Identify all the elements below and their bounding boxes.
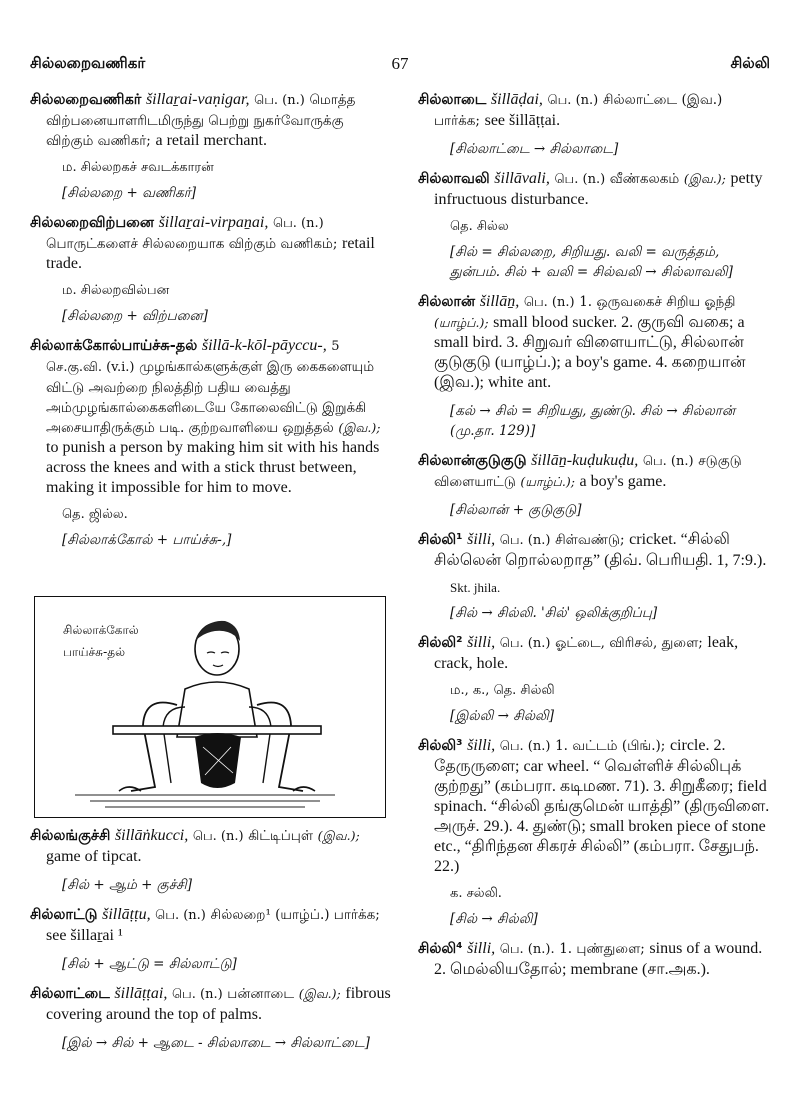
header-left-guideword: சில்லறைவணிகர் [30, 54, 146, 72]
grammar-label: பெ. (n.) [642, 454, 694, 469]
transliteration: šilli, [467, 737, 496, 754]
tamil-definition: வீண்கலகம் [609, 171, 680, 187]
headword: சில்லான் [418, 294, 476, 310]
etymology: [இல் → சில் + ஆடை - சில்லாடை → சில்லாட்டை] [62, 1035, 370, 1051]
headword: சில்லாட்டை [30, 986, 110, 1002]
transliteration: šillāḍai, [490, 91, 543, 108]
transliteration: šilli, [467, 634, 496, 651]
etymology: [சில்லாட்டை → சில்லாடை] [450, 141, 619, 157]
grammar-label: பெ. (n.) [499, 533, 551, 548]
etymology: [சில் → சில்லி. 'சில்' ஒலிக்குறிப்பு] [450, 605, 658, 621]
source-citation: (இவ.); [338, 420, 381, 435]
caption-line: பாய்ச்சு-தல் [63, 645, 126, 659]
english-definition: to punish a person by making him sit with his hands across the knees and with a stick thrust between, making it impossible for him to move. [46, 439, 380, 496]
english-definition: game of tipcat. [46, 848, 142, 865]
left-column-bottom [30, 826, 392, 1063]
tamil-definition: 1. வட்டம் (பிங்.); [555, 738, 666, 754]
headword: சில்லி³ [418, 738, 463, 754]
english-definition: small blood sucker. 2. குருவி வகை; a small bird. 3. சிறுவர் விளையாட்டு, சில்லான் குடுகுடு (யாழ்ப்.); a boy's game. 4. கறையான் (இவ.); white ant. [434, 314, 746, 391]
english-definition: cricket. “சில்லி சில்லென் றொல்லறாத” (திவ். பெரியதி. 1, 7:9.). [434, 531, 767, 569]
dictionary-entry [30, 336, 392, 498]
dictionary-entry [418, 633, 770, 674]
tamil-definition: ஓட்டை, விரிசல், துளை; [555, 635, 703, 651]
source-citation: (இவ.); [683, 171, 726, 186]
transliteration: šillā-k-kōl-pāyccu-, [201, 337, 327, 354]
grammar-label: பெ. (n.) [254, 93, 305, 108]
transliteration: šillāṉ-kuḍukuḍu, [531, 452, 639, 469]
transliteration: šilli, [467, 531, 496, 548]
tamil-definition: பொருட்களைச் சில்லறையாக விற்கும் வணிகம்; [46, 236, 338, 252]
dictionary-entry [418, 736, 770, 877]
etymology: [சில் + ஆம் + குச்சி] [62, 877, 193, 893]
grammar-label: பெ. (n.) [499, 636, 551, 651]
etymology: [கல் → சில் = சிறியது, துண்டு. சில் → சில்லான் (மு.தா. 129)] [450, 403, 736, 439]
grammar-label: பெ. (n.) [499, 739, 551, 754]
dictionary-entry [30, 826, 392, 867]
source-citation: (யாழ்ப்.); [520, 474, 575, 489]
english-definition: fibrous covering around the top of palms. [46, 985, 391, 1023]
transliteration: šillāṭṭu, [102, 906, 151, 923]
dictionary-entry [418, 292, 770, 393]
left-column-top [30, 90, 392, 560]
english-definition: see šillaṟai ¹ [46, 927, 123, 944]
english-definition: sinus of a wound. 2. மெல்லியதோல்; membrane (சா.அக.). [434, 940, 763, 978]
grammar-label: 5 செ.கு.வி. (v.i.) [46, 339, 340, 375]
dictionary-entry [30, 984, 392, 1025]
grammar-label: பெ. (n.) [272, 216, 324, 231]
transliteration: šillāṉ, [479, 293, 520, 310]
dictionary-entry [418, 90, 770, 131]
tamil-definition: கிட்டிப்புள் [248, 828, 314, 844]
english-definition: circle. 2. தேருருளை; car wheel. “ வெள்ளிச் சில்லிபுக் குற்றது” (கம்பரா. கடிமண. 71). 3. சிறுகீரை; field spinach. “சில்லி தங்குமென் யாத்தி” (திருவிளை. அருச். 29.). 4. துண்டு; small broken piece of stone etc., “திரிந்தன சிகரச் சில்லி” (கம்பரா. சேதுபந். 22.) [434, 737, 770, 875]
cognate-line: Skt. jhila. [450, 580, 501, 595]
transliteration: šillaṟai-vaṇigar, [145, 91, 250, 108]
english-definition: leak, crack, hole. [434, 634, 739, 672]
english-definition: a boy's game. [579, 473, 667, 490]
dictionary-entry [418, 169, 770, 210]
grammar-label: பெ. (n.). [499, 942, 555, 957]
cognate-line: ம. சில்லறவில்பன [62, 283, 170, 298]
transliteration: šillāṭṭai, [114, 985, 168, 1002]
etymology: [சில்லாக்கோல் + பாய்ச்சு-,] [62, 532, 232, 548]
illustration-caption [63, 619, 139, 663]
cognate-line: ம. சில்லறகச் சவடக்காரன் [62, 160, 214, 175]
dictionary-entry [30, 905, 392, 946]
dictionary-entry [30, 90, 392, 151]
running-header [30, 54, 770, 80]
transliteration: šillāṅkucci, [114, 827, 189, 844]
etymology: [சில்லான் + குடுகுடு] [450, 502, 582, 518]
etymology: [சில்லறை + விற்பனை] [62, 308, 208, 324]
headword: சில்லாக்கோல்பாய்ச்சு-தல் [30, 338, 198, 354]
page-number: 67 [391, 54, 409, 73]
headword: சில்லி¹ [418, 532, 463, 548]
etymology: [சில் = சில்லறை, சிறியது. வலி = வருத்தம், துன்பம். சில் + வலி = சில்வலி → சில்லாவலி] [450, 244, 733, 280]
etymology: [சில் + ஆட்டு = சில்லாட்டு] [62, 956, 237, 972]
tamil-definition: மொத்த விற்பனையாளரிடமிருந்து பெற்று நுகர்வோருக்கு விற்கும் வணிகர்; [46, 92, 356, 149]
headword: சில்லி² [418, 635, 463, 651]
headword: சில்லாடை [418, 92, 487, 108]
grammar-label: பெ. (n.) [547, 93, 599, 108]
caption-line: சில்லாக்கோல் [63, 623, 139, 637]
dictionary-entry [418, 939, 770, 980]
transliteration: šillaṟai-virpaṉai, [158, 214, 269, 231]
english-definition: a retail merchant. [155, 132, 267, 149]
grammar-label: பெ. (n.) [171, 987, 223, 1002]
english-definition: retail trade. [46, 235, 375, 272]
illustration-frame [34, 596, 386, 818]
tamil-definition: முழங்கால்களுக்குள் இரு கைகளையும் விட்டு அவற்றை நிலத்திற் பதிய வைத்து அம்முழங்கால்கைகளிடையே கோலைவிட்டு இறுக்கி அசையாதிருக்கும் படி. குற்றவாளியை ஒறுத்தல் [46, 359, 375, 436]
cognate-line: க. சல்லி. [450, 886, 502, 901]
tamil-definition: சில்லாட்டை (இவ.) பார்க்க; [434, 92, 723, 129]
right-column [418, 90, 770, 988]
english-definition: see šillāṭṭai. [484, 112, 561, 129]
headword: சில்லறைவிற்பனை [30, 215, 154, 231]
etymology: [சில்லறை + வணிகர்] [62, 185, 197, 201]
headword: சில்லாட்டு [30, 907, 98, 923]
source-citation: (இவ.); [317, 828, 360, 843]
transliteration: šilli, [467, 940, 496, 957]
headword: சில்லான்குடுகுடு [418, 453, 527, 469]
etymology: [இல்லி → சில்லி] [450, 708, 555, 724]
source-citation: (யாழ்ப்.); [434, 315, 489, 330]
dictionary-entry [30, 213, 392, 274]
tamil-definition: சடுகுடு விளையாட்டு [434, 453, 742, 490]
tamil-definition: சிள்வண்டு; [555, 532, 625, 548]
grammar-label: பெ. (n.) [523, 295, 575, 310]
headword: சில்லங்குச்சி [30, 828, 111, 844]
headword: சில்லாவலி [418, 171, 490, 187]
tamil-definition: சில்லறை¹ (யாழ்ப்.) பார்க்க; [210, 907, 380, 923]
tamil-definition: 1. ஒருவகைச் சிறிய ஓந்தி [579, 294, 736, 310]
cognate-line: தெ. சில்ல [450, 219, 509, 234]
tamil-definition: 1. புண்துளை; [559, 941, 645, 957]
transliteration: šillāvali, [494, 170, 550, 187]
headword: சில்லறைவணிகர் [30, 92, 142, 108]
grammar-label: பெ. (n.) [192, 829, 244, 844]
english-definition: petty infructuous disturbance. [434, 170, 763, 208]
tamil-definition: பன்னாடை [227, 986, 295, 1002]
source-citation: (இவ.); [298, 986, 341, 1001]
headword: சில்லி⁴ [418, 941, 463, 957]
dictionary-entry [418, 451, 770, 492]
grammar-label: பெ. (n.) [155, 908, 206, 923]
dictionary-entry [418, 530, 770, 571]
etymology: [சில் → சில்லி] [450, 911, 538, 927]
cognate-line: ம., க., தெ. சில்லி [450, 683, 555, 698]
grammar-label: பெ. (n.) [554, 172, 606, 187]
header-right-guideword: சில்லி [730, 54, 770, 72]
cognate-line: தெ. ஜில்ல. [62, 507, 128, 522]
